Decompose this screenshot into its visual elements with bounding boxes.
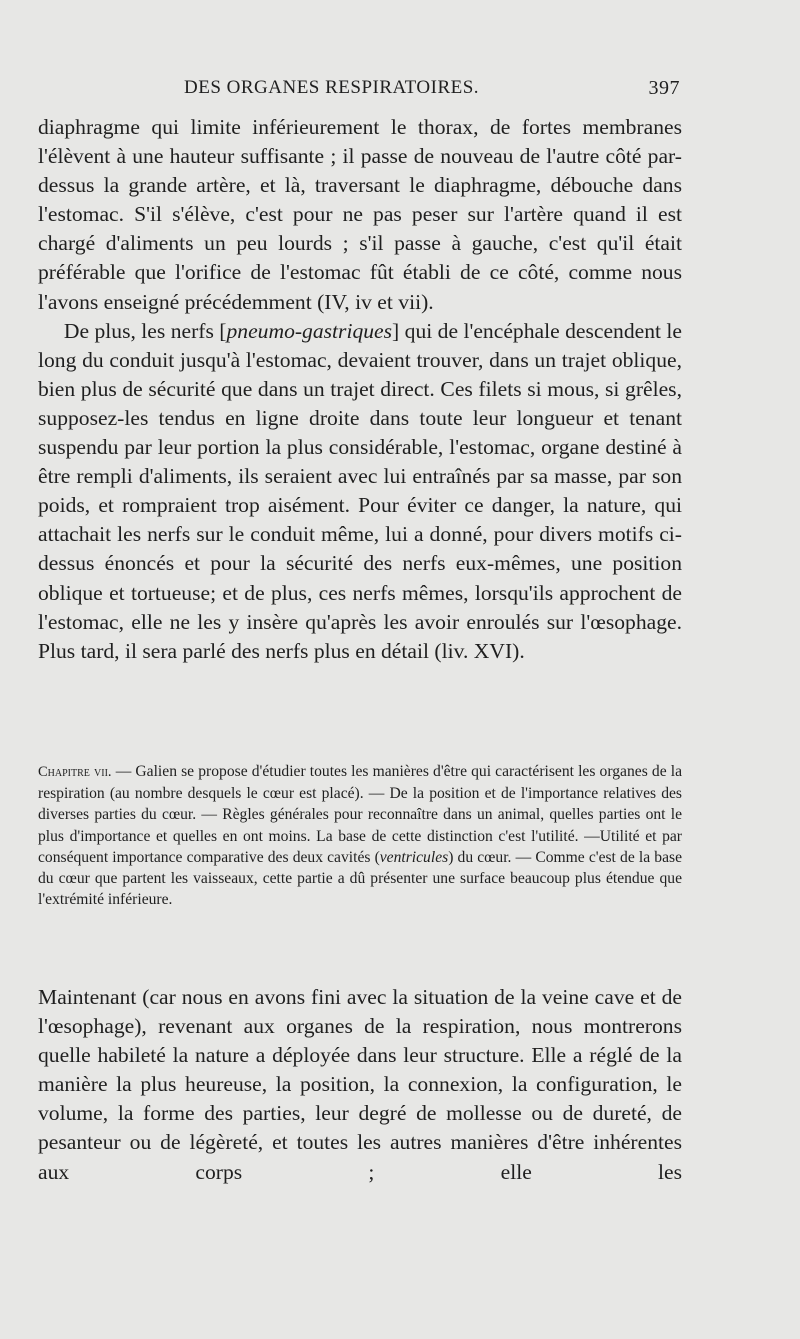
- page-number: 397: [648, 77, 680, 99]
- paragraph-2: [38, 317, 682, 666]
- paragraph-2-start: De plus, les nerfs [: [63, 318, 227, 343]
- paragraph-2-rest: ] qui de l'encéphale descendent le long du conduit jusqu'à l'estomac, devaient trouver, dans un trajet oblique, bien plus de sécurité que dans un trajet direct. Ces filets si mous, si grêles, supposez-les tendus en ligne droite dans toute leur longueur et tenant suspendu par leur portion la plus considérable, l'estomac, organe destiné à être rempli d'aliments, ils seraient avec lui entraînés par sa masse, par son poids, et rompraient trop aisément. Pour éviter ce danger, la nature, qui attachait les nerfs sur le conduit même, lui a donné, pour divers motifs ci-dessus énoncés et pour la sécurité des nerfs eux-mêmes, une position oblique et tortueuse; et de plus, ces nerfs mêmes, lorsqu'ils approchent de l'estomac, elle ne les y insère qu'après les avoir enroulés sur l'œsophage. Plus tard, il sera parlé des nerfs plus en détail (liv. XVI).: [38, 318, 683, 663]
- running-title: DES ORGANES RESPIRATOIRES.: [184, 77, 480, 98]
- chapter-number: vii.: [94, 764, 112, 780]
- paragraph-3: Maintenant (car nous en avons fini avec la situation de la veine cave et de l'œsophage), revenant aux organes de la respiration, nous montrerons quelle habileté la nature a déployée dans leur structure. Elle a réglé de la manière la plus heureuse, la position, la connexion, la configuration, le volume, la forme des parties, leur degré de mollesse ou de dureté, de pesanteur ou de légèreté, et toutes les autres manières d'être inhérentes aux corps ; elle les: [38, 985, 682, 1184]
- summary-text-start: — Galien se propose d'étudier toutes les manières d'être qui caractérisent les organes de la respiration (au nombre desquels le cœur est placé). — De la position et de l'importance relatives des diverses parties du cœur. — Règles générales pour reconnaître dans un animal, quelles parties ont le plus d'importance et quelles en ont moins. La base de cette distinction c'est l'utilité. —Utilité et par conséquent importance comparative des deux cavités (: [38, 763, 682, 866]
- paragraph-2-italic-term: pneumo-gastriques: [226, 318, 393, 343]
- running-head: [38, 77, 682, 105]
- summary-text-end: ) du cœur. — Comme c'est de la base du cœur que partent les vaisseaux, cette partie a dû présenter une surface beaucoup plus étendue que l'extrémité inférieure.: [38, 848, 682, 909]
- summary-italic-term: ventricules: [379, 848, 449, 866]
- main-text-block: [38, 113, 682, 666]
- summary-paragraph: [38, 761, 682, 910]
- main-text-block-2: [38, 983, 682, 1187]
- chapter-summary: [38, 761, 682, 910]
- chapter-label: Chapitre: [38, 764, 90, 780]
- paragraph-1: diaphragme qui limite inférieurement le thorax, de fortes membranes l'élèvent à une hauteur suffisante ; il passe de nouveau de l'autre côté par-dessus la grande artère, et là, traversant le diaphragme, débouche dans l'estomac. S'il s'élève, c'est pour ne pas peser sur l'artère quand il est chargé d'aliments un peu lourds ; s'il passe à gauche, c'est qu'il était préférable que l'orifice de l'estomac fût établi de ce côté, comme nous l'avons enseigné précédemment (IV, iv et vii).: [38, 115, 682, 314]
